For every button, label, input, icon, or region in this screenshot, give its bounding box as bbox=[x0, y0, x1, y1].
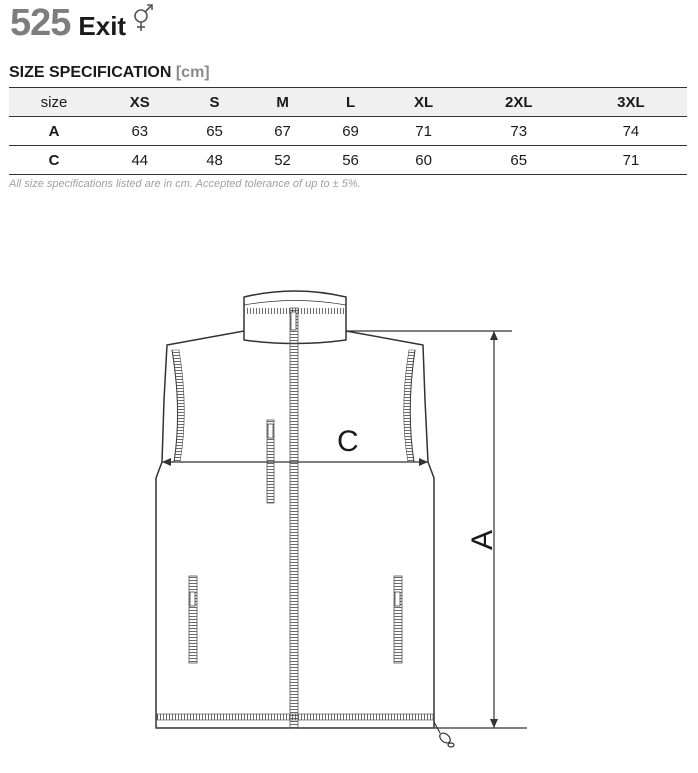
size-l: L bbox=[317, 88, 385, 117]
table-cell: 69 bbox=[317, 117, 385, 146]
table-cell: 48 bbox=[181, 146, 249, 175]
table-row-c bbox=[9, 146, 687, 175]
size-xl: XL bbox=[385, 88, 463, 117]
row-label-c: C bbox=[9, 146, 99, 175]
table-cell: 63 bbox=[99, 117, 181, 146]
drawcord-toggle bbox=[434, 722, 454, 747]
table-cell: 44 bbox=[99, 146, 181, 175]
size-m: M bbox=[249, 88, 317, 117]
size-header-label: size bbox=[9, 88, 99, 117]
table-cell: 65 bbox=[463, 146, 575, 175]
center-zipper bbox=[290, 308, 298, 728]
left-pocket-zipper bbox=[189, 576, 197, 663]
table-cell: 52 bbox=[249, 146, 317, 175]
product-name: Exit bbox=[78, 11, 127, 41]
vest-diagram bbox=[0, 200, 698, 773]
size-3xl: 3XL bbox=[575, 88, 687, 117]
spec-title-text: SIZE SPECIFICATION bbox=[9, 64, 172, 81]
spec-title bbox=[9, 64, 210, 82]
table-cell: 73 bbox=[463, 117, 575, 146]
product-header bbox=[10, 2, 154, 42]
size-table bbox=[9, 87, 687, 175]
measurement-c-label: C bbox=[337, 425, 359, 458]
size-xs: XS bbox=[99, 88, 181, 117]
size-2xl: 2XL bbox=[463, 88, 575, 117]
spec-unit: [cm] bbox=[175, 64, 210, 81]
table-cell: 65 bbox=[181, 117, 249, 146]
table-cell: 67 bbox=[249, 117, 317, 146]
tolerance-note: All size specifications listed are in cm. Accepted tolerance of up to ± 5%. bbox=[9, 178, 361, 190]
armhole-trim-left bbox=[172, 350, 184, 462]
table-cell: 71 bbox=[385, 117, 463, 146]
table-row-a bbox=[9, 117, 687, 146]
table-cell: 56 bbox=[317, 146, 385, 175]
table-cell: 74 bbox=[575, 117, 687, 146]
table-cell: 71 bbox=[575, 146, 687, 175]
measurement-a bbox=[346, 331, 527, 728]
measurement-a-label: A bbox=[466, 529, 499, 550]
armhole-trim-right bbox=[404, 350, 415, 462]
unisex-icon bbox=[132, 4, 154, 32]
size-header-row bbox=[9, 88, 687, 117]
table-cell: 60 bbox=[385, 146, 463, 175]
product-code: 525 bbox=[10, 2, 71, 44]
row-label-a: A bbox=[9, 117, 99, 146]
right-pocket-zipper bbox=[394, 576, 402, 663]
size-s: S bbox=[181, 88, 249, 117]
